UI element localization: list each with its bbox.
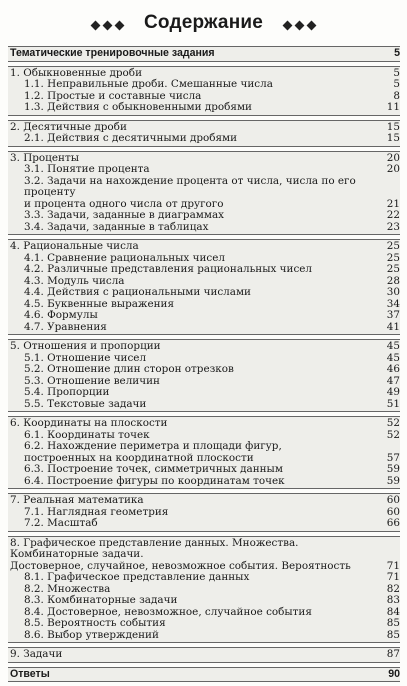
entry-page-number: 15 bbox=[386, 132, 400, 144]
entry-title: 7.2. Масштаб bbox=[24, 517, 98, 529]
entry-title: 4.5. Буквенные выражения bbox=[24, 297, 175, 310]
entry-page-number: 8 bbox=[393, 89, 400, 102]
toc-subsection-entry bbox=[8, 264, 400, 276]
toc-section bbox=[8, 416, 400, 489]
entry-title: и процента одного числа от другого bbox=[24, 197, 224, 210]
entry-page-number: 15 bbox=[386, 120, 400, 133]
entry-page-number: 71 bbox=[386, 559, 400, 572]
toc-chapter-entry bbox=[8, 669, 400, 681]
toc-section bbox=[8, 66, 400, 116]
entry-title: 6. Координаты на плоскости bbox=[10, 417, 168, 429]
toc-subsection-entry bbox=[8, 476, 400, 488]
entry-page-number: 5 bbox=[393, 66, 400, 79]
entry-page-number: 85 bbox=[386, 617, 400, 629]
toc-section bbox=[8, 120, 400, 147]
entry-page-number: 20 bbox=[386, 151, 400, 164]
toc-section bbox=[8, 151, 400, 236]
entry-page-number: 21 bbox=[386, 197, 400, 210]
toc-subsection-entry bbox=[8, 222, 400, 234]
entry-page-number: 23 bbox=[386, 220, 400, 233]
entry-page-number: 37 bbox=[386, 309, 400, 321]
entry-title: 3.4. Задачи, заданные в таблицах bbox=[24, 220, 209, 233]
toc-subsection-entry bbox=[8, 133, 400, 145]
toc-subsection-entry bbox=[8, 387, 400, 399]
entry-title: 6.1. Координаты точек bbox=[24, 428, 150, 441]
entry-title: 8.4. Достоверное, невозможное, случайное события bbox=[24, 605, 312, 618]
toc-subsection-entry bbox=[8, 441, 400, 453]
entry-title: 6.3. Построение точек, симметричных данным bbox=[24, 463, 283, 475]
entry-page-number: 66 bbox=[386, 517, 400, 529]
toc-subsection-entry bbox=[8, 164, 400, 176]
entry-title: 5.4. Пропорции bbox=[24, 386, 110, 398]
page-header bbox=[0, 0, 407, 46]
entry-title: 4.4. Действия с рациональными числами bbox=[24, 286, 251, 298]
entry-page-number: 5 bbox=[393, 78, 400, 90]
entry-page-number: 5 bbox=[394, 47, 400, 59]
entry-title: 7. Реальная математика bbox=[10, 494, 144, 506]
entry-title: 5.3. Отношение величин bbox=[24, 374, 160, 387]
toc-subsection-entry bbox=[8, 79, 400, 91]
entry-title: 1.1. Неправильные дроби. Смешанные числа bbox=[24, 78, 273, 90]
entry-page-number: 25 bbox=[386, 263, 400, 275]
entry-page-number: 82 bbox=[386, 582, 400, 595]
entry-title: 5. Отношения и пропорции bbox=[10, 340, 161, 352]
entry-page-number: 25 bbox=[386, 251, 400, 264]
entry-page-number: 71 bbox=[386, 571, 400, 583]
page-title: Содержание bbox=[143, 12, 264, 33]
entry-title: 8. Графическое представление данных. Множества. Комбинаторные задачи. bbox=[10, 536, 299, 560]
entry-title: 4.1. Сравнение рациональных чисел bbox=[24, 251, 225, 264]
entry-page-number: 46 bbox=[386, 363, 400, 375]
entry-page-number: 87 bbox=[386, 648, 400, 660]
toc-chapter-entry bbox=[8, 48, 400, 60]
entry-title: 1. Обыкновенные дроби bbox=[10, 66, 142, 79]
entry-page-number: 22 bbox=[386, 209, 400, 221]
toc-subsection-entry bbox=[8, 607, 400, 619]
entry-title: 6.2. Нахождение периметра и площади фигур, bbox=[24, 440, 282, 452]
entry-title: 1.3. Действия с обыкновенными дробями bbox=[24, 101, 252, 113]
entry-page-number: 41 bbox=[386, 320, 400, 333]
toc-subsection-entry bbox=[8, 102, 400, 114]
toc-subsection-entry bbox=[8, 572, 400, 584]
entry-title: Достоверное, случайное, невозможное события. Вероятность bbox=[10, 559, 351, 572]
toc-subsection-entry bbox=[8, 630, 400, 642]
toc-section bbox=[8, 239, 400, 335]
entry-page-number: 57 bbox=[386, 451, 400, 464]
toc-chapter-entry bbox=[8, 241, 400, 253]
toc-subsection-entry bbox=[8, 364, 400, 376]
entry-title: 4.6. Формулы bbox=[24, 309, 98, 321]
entry-page-number: 84 bbox=[386, 605, 400, 618]
entry-title: 3.3. Задачи, заданные в диаграммах bbox=[24, 209, 224, 221]
entry-title: 4.3. Модуль числа bbox=[24, 274, 125, 287]
toc-section bbox=[8, 339, 400, 412]
toc-subsection-entry bbox=[8, 595, 400, 607]
entry-title: 5.5. Текстовые задачи bbox=[24, 397, 147, 410]
entry-page-number: 52 bbox=[386, 417, 400, 429]
entry-title: 3. Проценты bbox=[10, 151, 79, 164]
toc-chapter-entry bbox=[8, 418, 400, 430]
entry-title: 4. Рациональные числа bbox=[10, 240, 139, 252]
entry-title: 8.1. Графическое представление данных bbox=[24, 571, 250, 583]
entry-title: 8.6. Выбор утверждений bbox=[24, 628, 159, 641]
table-of-contents bbox=[8, 46, 400, 686]
toc-section bbox=[8, 46, 400, 62]
entry-title: 3.1. Понятие процента bbox=[24, 163, 150, 175]
entry-page-number: 51 bbox=[386, 397, 400, 410]
entry-title: построенных на координатной плоскости bbox=[24, 451, 254, 464]
entry-page-number: 59 bbox=[386, 474, 400, 487]
entry-page-number: 47 bbox=[386, 374, 400, 387]
entry-title: 1.2. Простые и составные числа bbox=[24, 89, 202, 102]
toc-section bbox=[8, 493, 400, 532]
entry-page-number: 20 bbox=[386, 163, 400, 175]
entry-title: 4.7. Уравнения bbox=[24, 320, 107, 333]
entry-title: 9. Задачи bbox=[10, 648, 63, 660]
toc-subsection-entry bbox=[8, 399, 400, 411]
toc-section bbox=[8, 667, 400, 683]
entry-page-number: 25 bbox=[386, 240, 400, 252]
entry-title: 5.2. Отношение длин сторон отрезков bbox=[24, 363, 234, 375]
toc-subsection-entry bbox=[8, 518, 400, 530]
toc-chapter-entry bbox=[8, 538, 400, 561]
toc-chapter-entry bbox=[8, 649, 400, 661]
toc-subsection-entry bbox=[8, 584, 400, 596]
entry-title: Тематические тренировочные задания bbox=[10, 47, 215, 59]
toc-subsection-entry bbox=[8, 310, 400, 322]
toc-chapter-entry bbox=[8, 341, 400, 353]
entry-page-number: 28 bbox=[386, 274, 400, 287]
toc-subsection-entry bbox=[8, 176, 400, 199]
entry-title: 2.1. Действия с десятичными дробями bbox=[24, 132, 238, 144]
toc-subsection-entry bbox=[8, 287, 400, 299]
entry-page-number: 49 bbox=[386, 386, 400, 398]
entry-title: 2. Десятичные дроби bbox=[10, 120, 127, 133]
entry-title: 7.1. Наглядная геометрия bbox=[24, 505, 169, 518]
toc-section bbox=[8, 647, 400, 663]
entry-title: Ответы bbox=[10, 667, 50, 680]
entry-page-number: 59 bbox=[386, 463, 400, 475]
entry-title: 8.2. Множества bbox=[24, 582, 111, 595]
entry-title: 4.2. Различные представления рациональных чисел bbox=[24, 263, 313, 275]
toc-subsection-entry bbox=[8, 464, 400, 476]
entry-title: 8.5. Вероятность события bbox=[24, 617, 166, 629]
entry-page-number: 60 bbox=[386, 505, 400, 518]
entry-title: 6.4. Построение фигуры по координатам точек bbox=[24, 474, 285, 487]
toc-subsection-entry bbox=[8, 618, 400, 630]
entry-page-number: 45 bbox=[386, 351, 400, 364]
entry-title: 5.1. Отношение чисел bbox=[24, 351, 147, 364]
entry-page-number: 34 bbox=[386, 297, 400, 310]
toc-subsection-entry bbox=[8, 210, 400, 222]
entry-page-number: 90 bbox=[388, 667, 400, 680]
entry-page-number: 83 bbox=[386, 594, 400, 606]
toc-chapter-entry bbox=[8, 495, 400, 507]
entry-page-number: 52 bbox=[386, 428, 400, 441]
toc-section bbox=[8, 536, 400, 644]
entry-title: 3.2. Задачи на нахождение процента от числа, числа по его проценту bbox=[24, 174, 356, 198]
entry-page-number: 60 bbox=[386, 494, 400, 506]
entry-page-number: 30 bbox=[386, 286, 400, 298]
entry-title: 8.3. Комбинаторные задачи bbox=[24, 594, 178, 606]
entry-page-number: 85 bbox=[386, 628, 400, 641]
toc-subsection-entry bbox=[8, 322, 400, 334]
entry-page-number: 45 bbox=[386, 340, 400, 352]
entry-page-number: 11 bbox=[386, 101, 400, 113]
